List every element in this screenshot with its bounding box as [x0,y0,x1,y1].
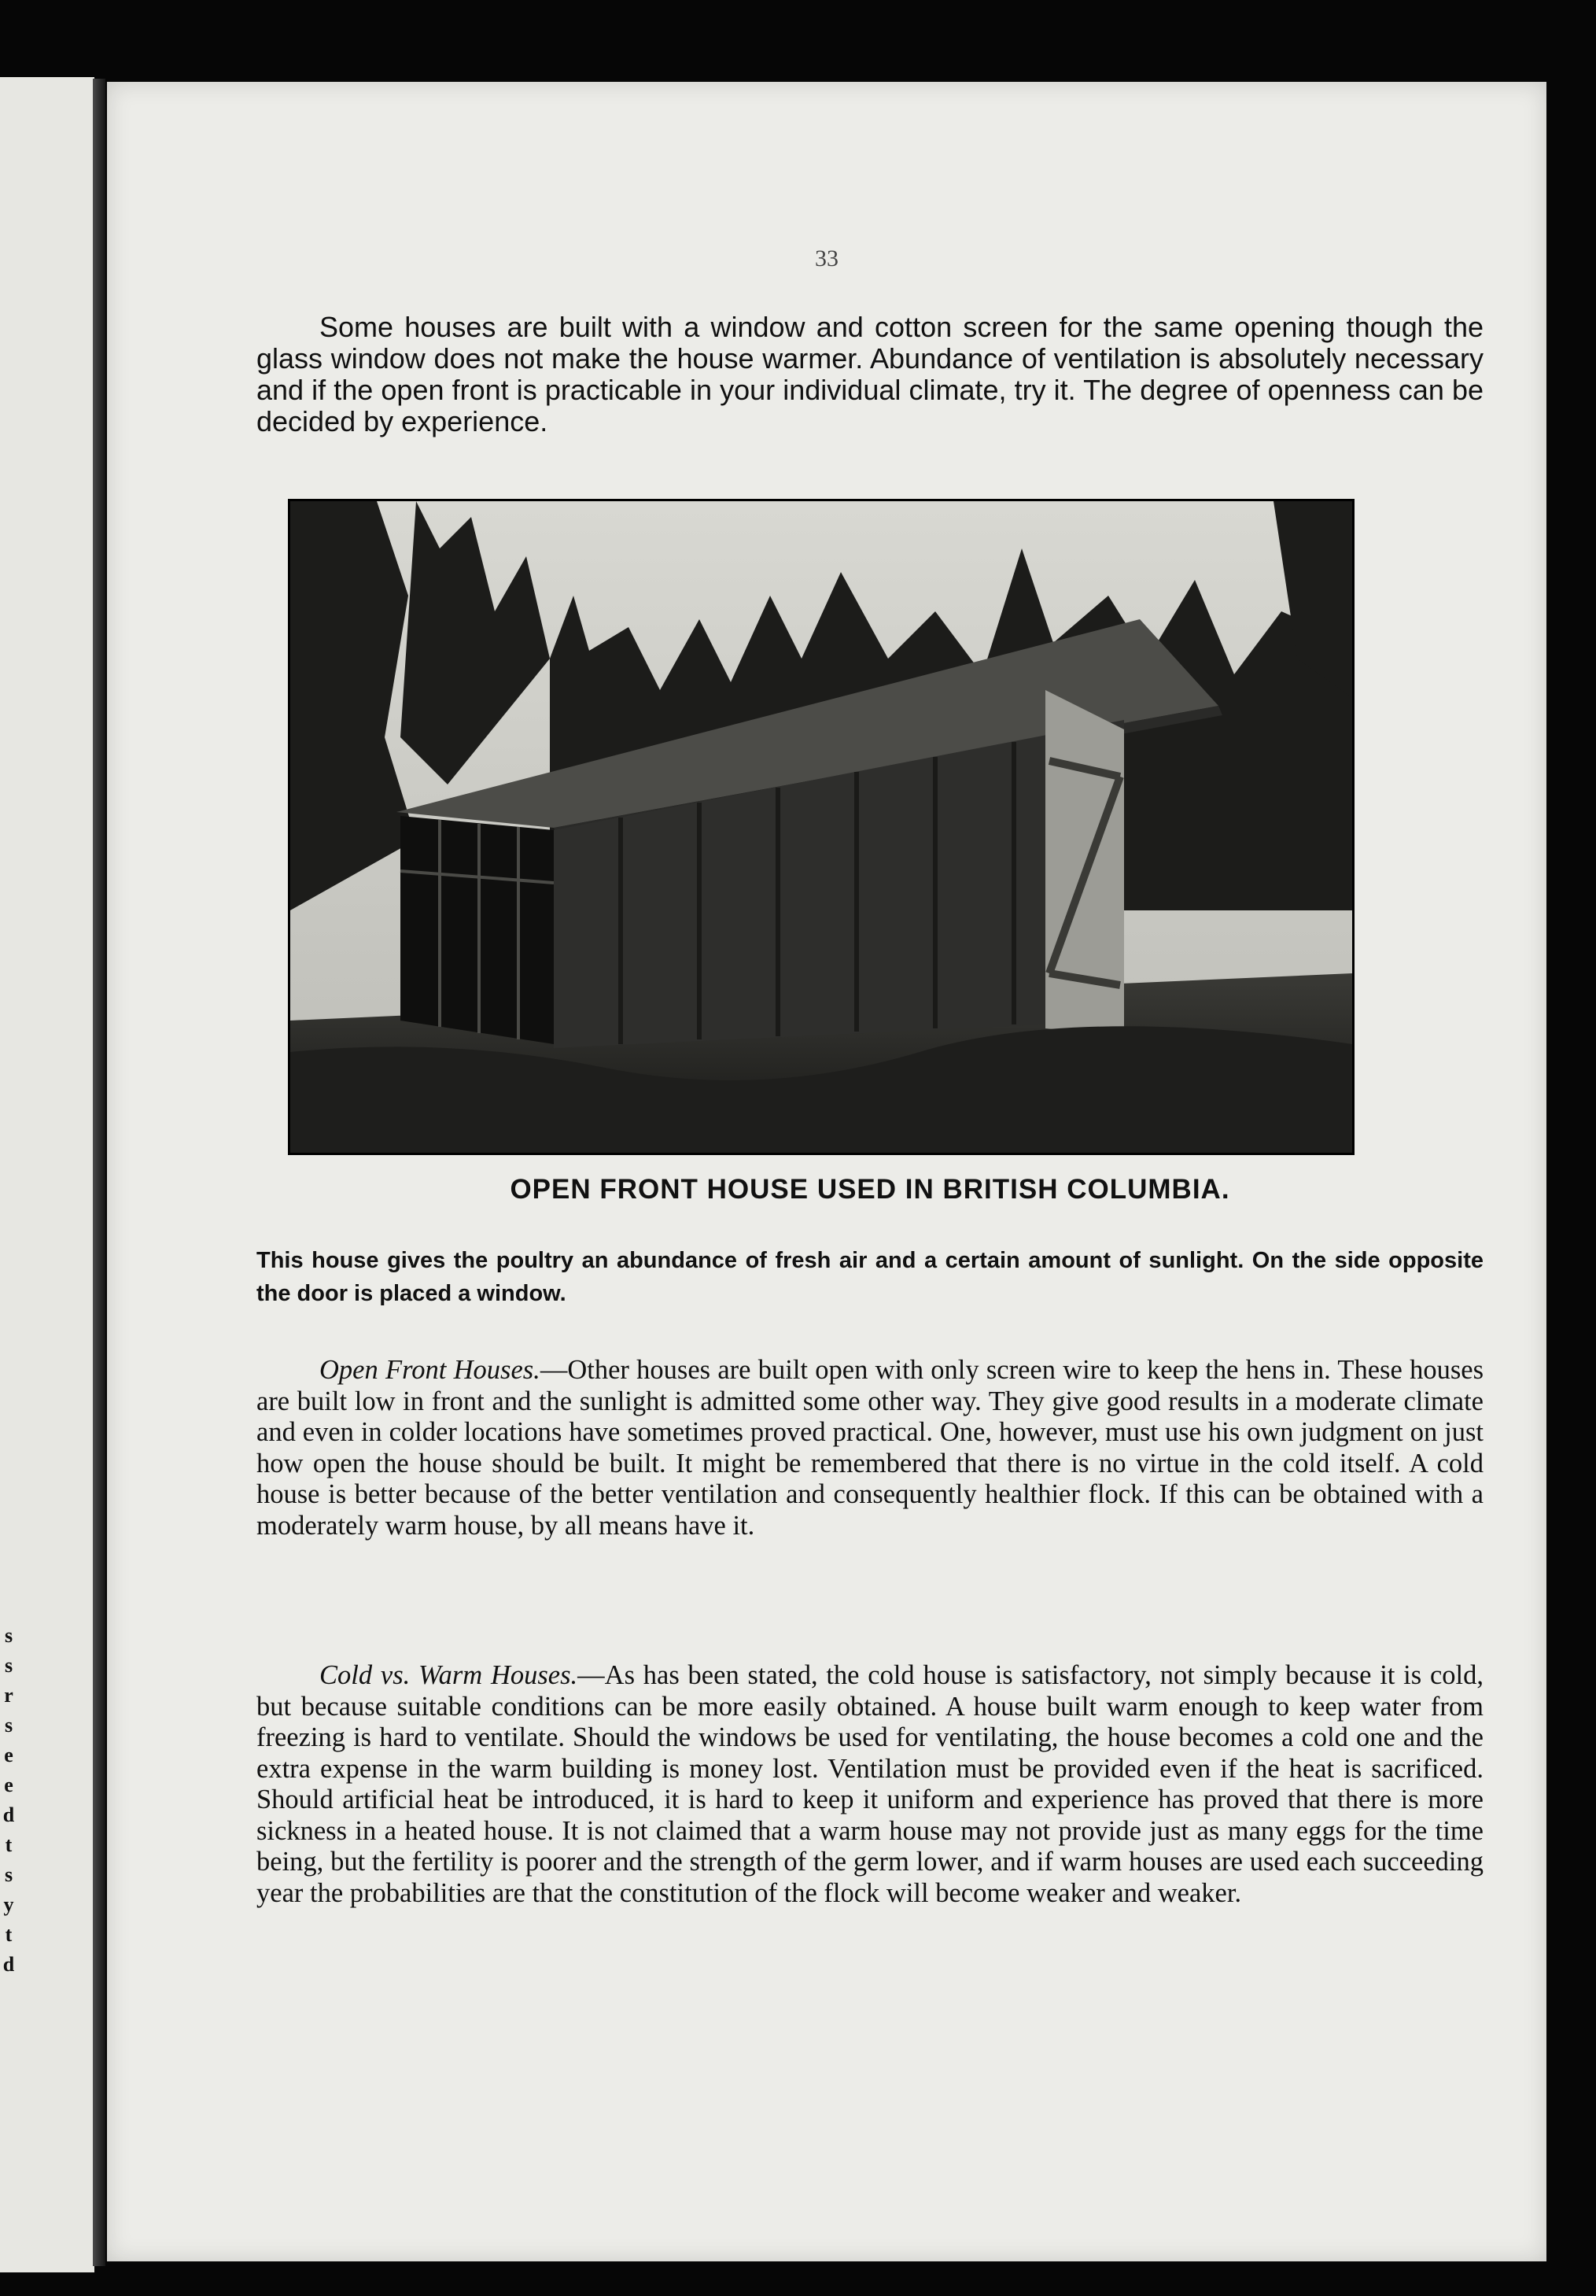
page-number: 33 [815,245,839,271]
open-front-house-photo [288,499,1355,1155]
section-body: —Other houses are built open with only screen wire to keep the hens in. These houses are built low in front and the sunlight is admitted some other way. They give good results in a moderate climate and even in colder locations have sometimes proved practical. One, however, must use his own judgment on just how open the house should be built. It might be remembered that there is no virtue in the cold itself. A cold house is better because of the better ventilation and consequently healthier flock. If this can be obtained with a moderately warm house, by all means have it. [256,1355,1484,1541]
section-body: —As has been stated, the cold house is satisfactory, not simply because it is cold, but because suitable conditions can be more easily obtained. A house built warm enough to keep water from freezing is hard to ventilate. Should the windows be used for ventilating, the house becomes a cold one and the extra expense in the warm building is money lost. Ventilation must be provided even if the heat is sacrificed. Should artificial heat be introduced, it is hard to keep it uniform and experience has proved that there is more sickness in a heated house. It is not claimed that a warm house may not provide just as many eggs for the time being, but the fertility is poorer and the strength of the germ lower, and if warm houses are used each succeeding year the probabilities are that the constitution of the flock will become weaker and weaker. [256,1660,1484,1908]
document-page [107,82,1546,2261]
section-cold-vs-warm-houses [256,1660,1484,1909]
page-gutter [93,79,105,2266]
section-heading: Cold vs. Warm Houses. [319,1660,578,1690]
intro-paragraph: Some houses are built with a window and cotton screen for the same opening though the glass window does not make the house warmer. Abundance of ventilation is absolutely necessary and if the open front is practicable in your individual climate, try it. The degree of openness can be decided by experience. [256,311,1484,437]
section-heading: Open Front Houses. [319,1355,540,1385]
photo-caption-title: OPEN FRONT HOUSE USED IN BRITISH COLUMBIA. [510,1174,1230,1205]
section-open-front-houses [256,1355,1484,1541]
previous-page-margin-text: s s r s e e d t s y t d [2,1624,15,1976]
poultry-house-illustration [290,501,1352,1153]
photo-caption-text: This house gives the poultry an abundance of fresh air and a certain amount of sunlight. On the side opposite the door is placed a window. [256,1248,1484,1306]
